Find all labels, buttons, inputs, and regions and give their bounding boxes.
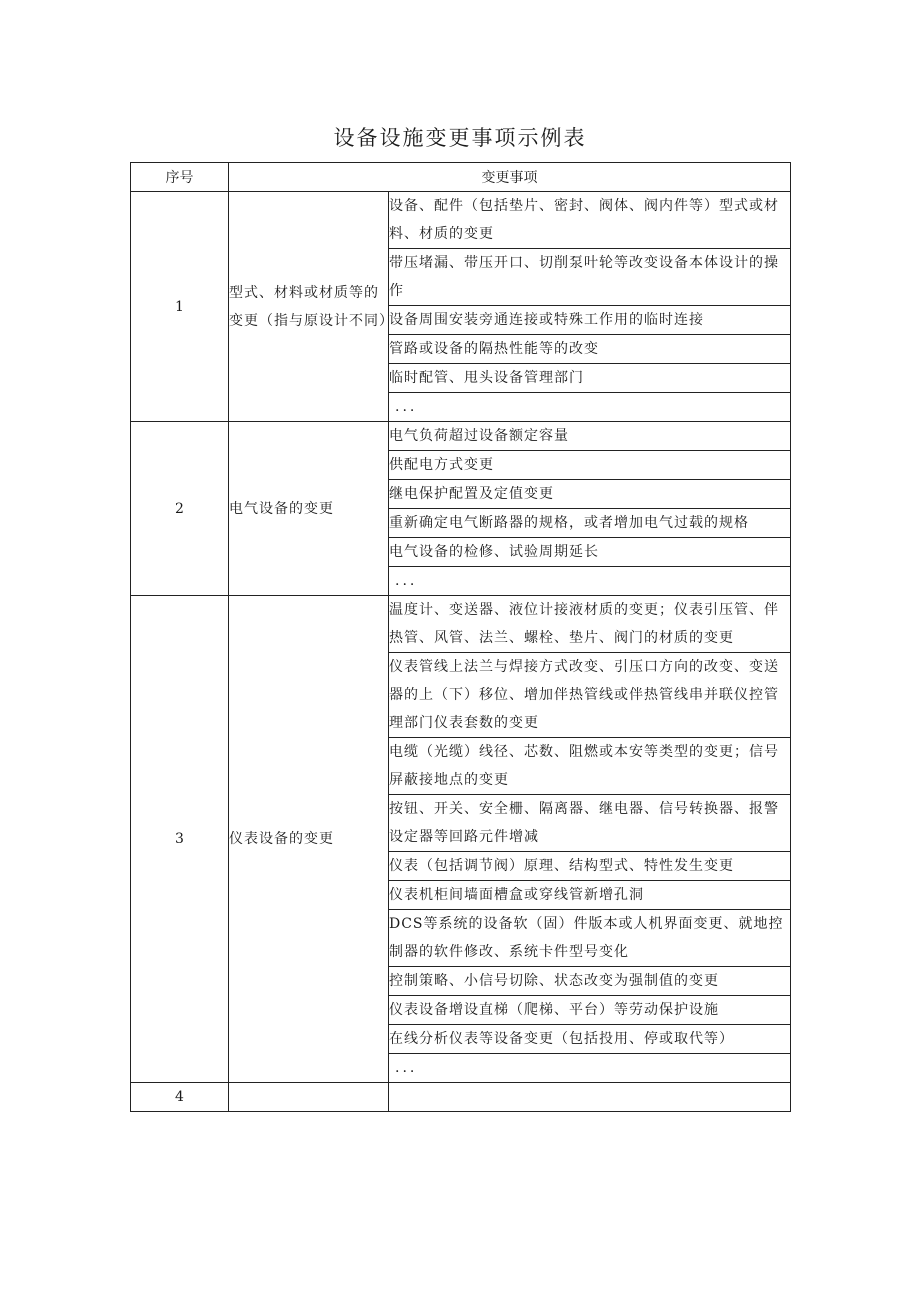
- change-item: 仪表机柜间墙面槽盒或穿线管新增孔洞: [389, 881, 791, 910]
- change-item: 仪表管线上法兰与焊接方式改变、引压口方向的改变、变送器的上（下）移位、增加伴热管线或伴热管线串并联仪控管理部门仪表套数的变更: [389, 653, 791, 738]
- change-item: 电气负荷超过设备额定容量: [389, 422, 791, 451]
- change-item: 仪表设备增设直梯（爬梯、平台）等劳动保护设施: [389, 996, 791, 1025]
- change-item: 重新确定电气断路器的规格，或者增加电气过载的规格: [389, 509, 791, 538]
- group-seq: 1: [131, 192, 229, 422]
- change-item: 管路或设备的隔热性能等的改变: [389, 335, 791, 364]
- group-seq: 2: [131, 422, 229, 596]
- change-item: 设备周围安装旁通连接或特殊工作用的临时连接: [389, 306, 791, 335]
- change-item: 控制策略、小信号切除、状态改变为强制值的变更: [389, 967, 791, 996]
- group-seq: 4: [131, 1083, 229, 1112]
- change-item-ellipsis: ...: [389, 567, 791, 596]
- table-row: [131, 422, 791, 451]
- header-seq: 序号: [131, 163, 229, 192]
- change-item: 带压堵漏、带压开口、切削泵叶轮等改变设备本体设计的操作: [389, 249, 791, 306]
- change-item: 仪表（包括调节阀）原理、结构型式、特性发生变更: [389, 852, 791, 881]
- group-category: 电气设备的变更: [229, 422, 389, 596]
- change-item: 供配电方式变更: [389, 451, 791, 480]
- change-item-ellipsis: ...: [389, 1054, 791, 1083]
- group-category: 型式、材料或材质等的变更（指与原设计不同）: [229, 192, 389, 422]
- change-item: 电缆（光缆）线径、芯数、阻燃或本安等类型的变更；信号屏蔽接地点的变更: [389, 738, 791, 795]
- table-row: [131, 596, 791, 653]
- change-item: 继电保护配置及定值变更: [389, 480, 791, 509]
- table-row: [131, 1083, 791, 1112]
- change-item: 设备、配件（包括垫片、密封、阀体、阀内件等）型式或材料、材质的变更: [389, 192, 791, 249]
- document-title: 设备设施变更事项示例表: [333, 126, 587, 150]
- change-item: 在线分析仪表等设备变更（包括投用、停或取代等）: [389, 1025, 791, 1054]
- change-item: [389, 1083, 791, 1112]
- change-item-ellipsis: ...: [389, 393, 791, 422]
- group-seq: 3: [131, 596, 229, 1083]
- table-row: [131, 192, 791, 249]
- change-item: 电气设备的检修、试验周期延长: [389, 538, 791, 567]
- change-item: 按钮、开关、安全栅、隔离器、继电器、信号转换器、报警设定器等回路元件增减: [389, 795, 791, 852]
- change-item: 临时配管、甩头设备管理部门: [389, 364, 791, 393]
- change-items-table: [130, 162, 791, 1112]
- group-category: 仪表设备的变更: [229, 596, 389, 1083]
- header-change-items: 变更事项: [229, 163, 791, 192]
- change-item: DCS等系统的设备软（固）件版本或人机界面变更、就地控制器的软件修改、系统卡件型号变化: [389, 910, 791, 967]
- change-item: 温度计、变送器、液位计接液材质的变更；仪表引压管、伴热管、风管、法兰、螺栓、垫片、阀门的材质的变更: [389, 596, 791, 653]
- table-header-row: [131, 163, 791, 192]
- group-category: [229, 1083, 389, 1112]
